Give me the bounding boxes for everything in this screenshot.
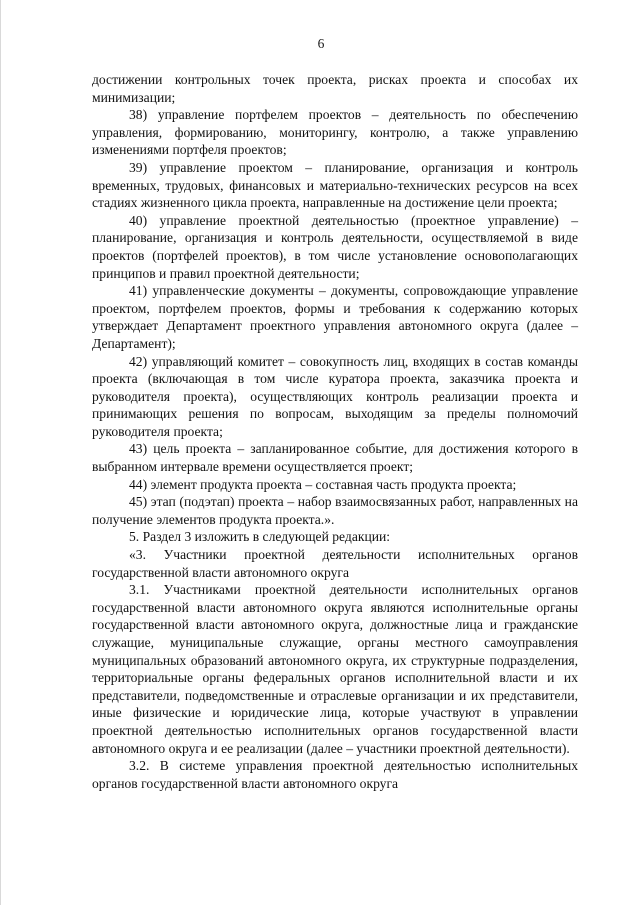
definition-39: 39) управление проектом – планирование, организация и контроль временных, трудовых, финансовых и материально-технических ресурсов на всех стадиях жизненного цикла проекта, направленные на достижение цели проекта; [92,159,578,211]
document-body [92,71,578,792]
definition-45: 45) этап (подэтап) проекта – набор взаимосвязанных работ, направленных на получение элементов продукта проекта.». [92,494,578,527]
amendment-item-5: 5. Раздел 3 изложить в следующей редакции: [129,529,391,545]
paragraph-continuation: достижении контрольных точек проекта, рисках проекта и способах их минимизации; [92,72,578,105]
definition-38: 38) управление портфелем проектов – деятельность по обеспечению управления, формированию, мониторингу, контролю, а также управлению изменениями портфеля проектов; [92,107,578,158]
page-number: 6 [317,36,325,51]
definition-42: 42) управляющий комитет – совокупность лиц, входящих в состав команды проекта (включающая в том числе куратора проекта, заказчика проекта и руководителя проекта), осуществляющих контроль реализации проекта и принимающих решения по вопросам, выходящим за пределы полномочий руководителя проекта; [92,353,578,439]
definition-41: 41) управленческие документы – документы, сопровождающие управление проектом, портфелем проектов, формы и требования к содержанию которых утверждает Департамент проектного управления автономного округа (далее – Департамент); [92,283,578,351]
definition-43: 43) цель проекта – запланированное событие, для достижения которого в выбранном интервале времени осуществляется проект; [92,441,578,475]
section-3-heading: «3. Участники проектной деятельности исполнительных органов государственной власти автономного округа [92,547,578,580]
clause-3-2: 3.2. В системе управления проектной деятельностью исполнительных органов государственной власти автономного округа [92,758,578,791]
definition-44: 44) элемент продукта проекта – составная часть продукта проекта; [129,476,517,492]
definition-40: 40) управление проектной деятельностью (проектное управление) – планирование, организация и контроль деятельности, осуществляемой в виде проектов (портфелей проектов), в том числе установление основополагающих принципов и правил проектной деятельности; [92,212,578,281]
clause-3-1: 3.1. Участниками проектной деятельности исполнительных органов государственной власти автономного округа являются исполнительные органы государственной власти автономного округа, должностные лица и гражданские служащие, муниципальные служащие, органы местного самоуправления муниципальных образований автономного округа, их структурные подразделения, территориальные органы федеральных органов исполнительной власти и их представители, подведомственные и отраслевые организации и их представители, иные физические и юридические лица, которые участвуют в управлении проектной деятельностью исполнительных органов государственной власти автономного округа и ее реализации (далее – участники проектной деятельности). [92,582,578,756]
